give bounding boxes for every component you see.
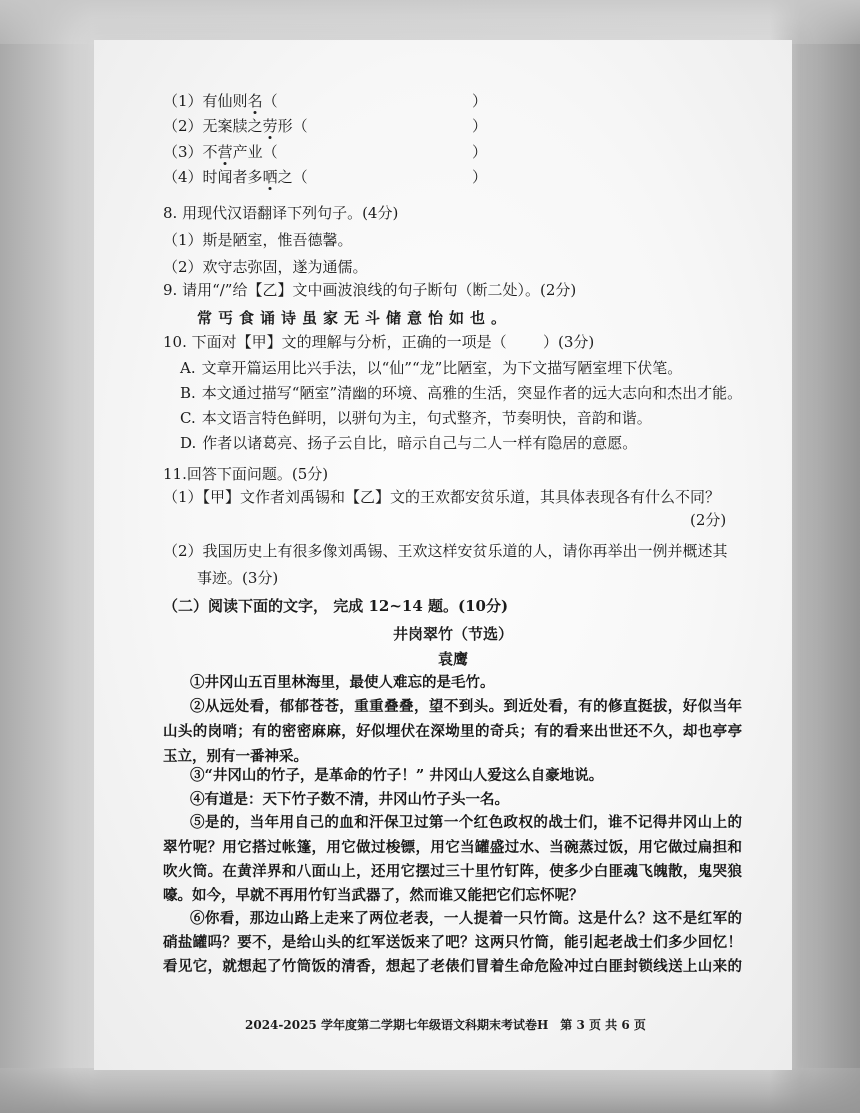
answer-close-paren: ） — [472, 117, 488, 135]
passage-line: ③“井冈山的竹子，是革命的竹子！” 井冈山人爱这么自豪地说。 — [190, 767, 604, 784]
item-text: 不 — [202, 143, 218, 161]
page-footer — [245, 1015, 646, 1035]
q11-sub-question-1: （1）【甲】文作者刘禹锡和【乙】文的王欢都安贫乐道，其具体表现各有什么不同？ — [163, 488, 721, 506]
item-number: （4） — [163, 168, 203, 186]
option-text: 文章开篇运用比兴手法，以“仙”“龙”比陋室，为下文描写陋室埋下伏笔。 — [201, 359, 683, 377]
q10-stem: 10. 下面对【甲】文的理解与分析，正确的一项是（ — [163, 333, 507, 351]
scan-top-shade — [0, 0, 860, 44]
item-text: 时闻者多 — [202, 168, 263, 186]
q11-stem: 11.回答下面问题。(5分) — [163, 465, 329, 483]
option-text: 本文语言特色鲜明，以骈句为主，句式整齐，节奏明快，音韵和谐。 — [201, 409, 652, 427]
passage-line: 山头的岗哨；有的密密麻麻，好似埋伏在深坳里的奇兵；有的看来出世还不久，却也亭亭 — [163, 723, 742, 740]
emphasized-char: 营 — [217, 143, 233, 161]
answer-close-paren: ） — [472, 168, 488, 186]
q7-item-4 — [163, 167, 308, 187]
item-text-tail: 产业（ — [232, 143, 278, 161]
q9-stem: 9. 请用“/”给【乙】文中画波浪线的句子断句（断二处）。(2分) — [163, 281, 577, 299]
item-number: （3） — [163, 143, 203, 161]
q10-option-b — [180, 383, 742, 403]
item-text: 无案牍之 — [202, 117, 263, 135]
q7-item-3 — [163, 142, 278, 162]
q9-sentence: 常丐食诵诗虽家无斗储意怡如也。 — [197, 309, 513, 327]
passage-line: 嚎。如今，早就不再用竹钉当武器了，然而谁又能把它们忘怀呢？ — [163, 887, 584, 904]
passage-line: 玉立，别有一番神采。 — [163, 748, 308, 765]
option-letter: A. — [180, 359, 196, 377]
passage-line: 翠竹呢？用它搭过帐篷，用它做过梭镖，用它当罐盛过水、当碗蒸过饭，用它做过扁担和 — [163, 839, 742, 856]
item-text-tail: 形（ — [277, 117, 308, 135]
passage-author: 袁鹰 — [437, 650, 468, 668]
passage-line: ⑤是的，当年用自己的血和汗保卫过第一个红色政权的战士们，谁不记得井冈山上的 — [190, 814, 742, 831]
q10-option-d — [180, 433, 637, 453]
item-text-tail: （ — [262, 92, 278, 110]
page-number: 第 3 页 共 6 页 — [560, 1018, 646, 1032]
q8-sentence-1: （1）斯是陋室，惟吾德馨。 — [163, 231, 353, 249]
q7-item-2 — [163, 116, 308, 136]
exam-name: 2024-2025 学年度第二学期七年级语文科期末考试卷H — [245, 1018, 549, 1032]
option-letter: B. — [180, 384, 196, 402]
passage-line: 硝盐罐吗？要不，是给山头的红军送饭来了吧？这两只竹筒，能引起老战士们多少回忆！ — [163, 934, 742, 951]
passage-title: 井岗翠竹（节选） — [392, 625, 513, 643]
q11-sub1-score: (2分) — [690, 511, 727, 529]
reading-section-heading: （二）阅读下面的文字， 完成 12~14 题。(10分) — [163, 597, 509, 615]
scan-bottom-shade — [0, 1068, 860, 1113]
emphasized-char: 劳 — [262, 117, 278, 135]
q10-option-a — [180, 358, 682, 378]
passage-line: ④有道是：天下竹子数不清，井冈山竹子头一名。 — [190, 791, 509, 808]
option-text: 本文通过描写“陋室”清幽的环境、高雅的生活，突显作者的远大志向和杰出才能。 — [201, 384, 743, 402]
passage-line: ②从远处看，郁郁苍苍，重重叠叠，望不到头。到近处看，有的修直挺拔，好似当年 — [190, 698, 742, 715]
option-letter: C. — [180, 409, 196, 427]
passage-line: ①井冈山五百里林海里，最使人难忘的是毛竹。 — [190, 674, 495, 691]
q10-option-c — [180, 408, 652, 428]
answer-close-paren: ） — [472, 92, 488, 110]
q7-item-1 — [163, 91, 278, 111]
q10-answer-paren-score: ）(3分) — [543, 333, 595, 351]
emphasized-char: 哂 — [262, 168, 278, 186]
item-number: （1） — [163, 92, 203, 110]
answer-close-paren: ） — [472, 143, 488, 161]
passage-line: 吹火筒。在黄洋界和八面山上，还用它摆过三十里竹钉阵，使多少白匪魂飞魄散，鬼哭狼 — [163, 863, 742, 880]
item-text-tail: 之（ — [277, 168, 308, 186]
option-letter: D. — [180, 434, 197, 452]
option-text: 作者以诸葛亮、扬子云自比，暗示自己与二人一样有隐居的意愿。 — [202, 434, 638, 452]
q8-sentence-2: （2）欢守志弥固，遂为通儒。 — [163, 258, 368, 276]
q8-stem: 8. 用现代汉语翻译下列句子。(4分) — [163, 204, 399, 222]
passage-line: 看见它，就想起了竹筒饭的清香，想起了老俵们冒着生命危险冲过白匪封锁线送上山来的 — [163, 958, 742, 975]
q11-sub-question-2-cont: 事迹。(3分) — [197, 569, 279, 587]
item-text: 有仙则 — [202, 92, 248, 110]
item-number: （2） — [163, 117, 203, 135]
passage-line: ⑥你看，那边山路上走来了两位老表，一人提着一只竹筒。这是什么？这不是红军的 — [190, 910, 742, 927]
emphasized-char: 名 — [247, 92, 263, 110]
q11-sub-question-2: （2）我国历史上有很多像刘禹锡、王欢这样安贫乐道的人，请你再举出一例并概述其 — [163, 542, 728, 560]
